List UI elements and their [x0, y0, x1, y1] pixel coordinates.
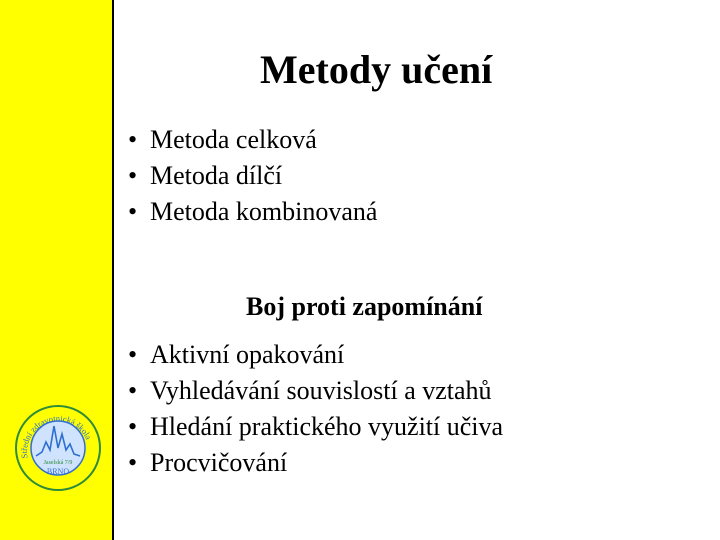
- logo-arc-text: Střední zdravotnická škola: [18, 413, 94, 460]
- list-item: • Metoda celková: [128, 122, 377, 158]
- list-item: • Hledání praktického využití učiva: [128, 409, 503, 445]
- section-heading: Boj proti zapomínání: [246, 292, 483, 321]
- list-item: • Vyhledávání souvislostí a vztahů: [128, 373, 503, 409]
- school-logo: [14, 404, 102, 492]
- list-item: • Procvičování: [128, 445, 503, 481]
- logo-city: BRNO: [46, 467, 70, 476]
- techniques-list: [128, 337, 503, 481]
- list-item: • Metoda kombinovaná: [128, 194, 377, 230]
- list-item: • Metoda dílčí: [128, 158, 377, 194]
- slide-title: Metody učení: [260, 47, 493, 92]
- logo-address: Jaselská 7/9: [43, 460, 73, 466]
- list-item: • Aktivní opakování: [128, 337, 503, 373]
- methods-list: [128, 122, 377, 230]
